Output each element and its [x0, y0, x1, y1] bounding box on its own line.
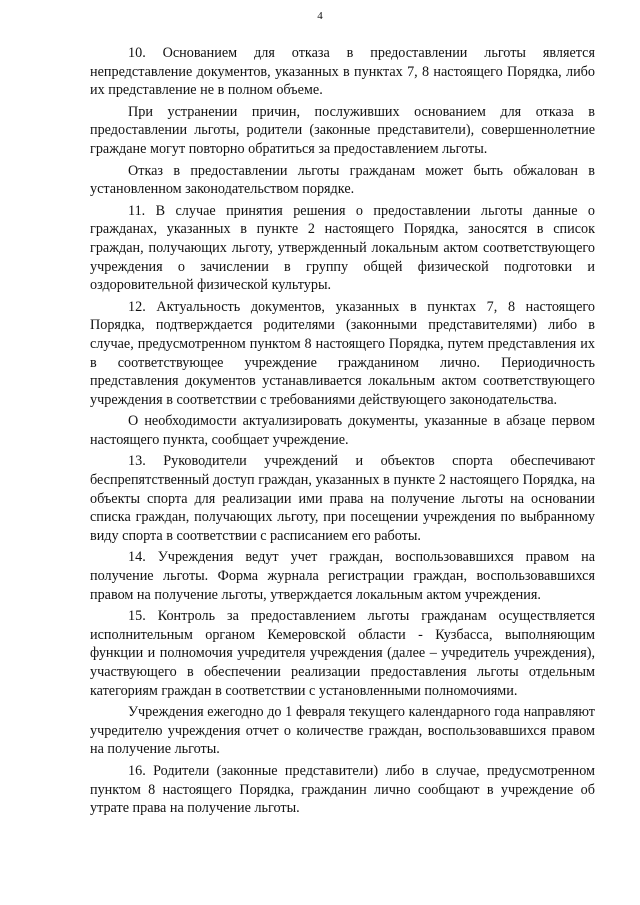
paragraph-14: 14. Учреждения ведут учет граждан, воспользовавшихся правом на получение льготы. Форма журнала регистрации граждан, воспользовавшихся правом на получение льготы, утверждается локальным актом учреждения. [90, 549, 595, 603]
paragraph-11: 11. В случае принятия решения о предоставлении льготы данные о гражданах, указанных в пункте 2 настоящего Порядка, заносятся в список граждан, получающих льготу, утвержденный локальным актом соответствующего учреждения о зачислении в группу общей физической подготовки и оздоровительной физической культуры. [90, 202, 595, 294]
paragraph-15-report: Учреждения ежегодно до 1 февраля текущего календарного года направляют учредителю учреждения отчет о количестве граждан, воспользовавшихся правом на получение льготы. [90, 704, 595, 758]
paragraph-16: 16. Родители (законные представители) либо в случае, предусмотренном пунктом 8 настоящего Порядка, гражданин лично сообщают в учреждение об утрате права на получение льготы. [90, 762, 595, 817]
paragraph-12: 12. Актуальность документов, указанных в пунктах 7, 8 настоящего Порядка, подтверждается родителями (законными представителями) либо в случае, предусмотренном пунктом 8 настоящего Порядка, путем представления их в соответствующее учреждение гражданином лично. Периодичность представления документов устанавливается локальным актом соответствующего учреждения в соответствии с требованиями действующего законодательства. [90, 298, 595, 408]
document-body [90, 44, 595, 821]
paragraph-10: 10. Основанием для отказа в предоставлении льготы является непредставление документов, указанных в пунктах 7, 8 настоящего Порядка, либо их представление не в полном объеме. [90, 45, 595, 99]
paragraph-15: 15. Контроль за предоставлением льготы гражданам осуществляется исполнительным органом Кемеровской области - Кузбасса, выполняющим функции и полномочия учредителя учреждения (далее – учредитель учреждения), участвующего в обеспечении реализации предоставления льготы отдельным категориям граждан в соответствии с установленными полномочиями. [90, 608, 595, 699]
paragraph-12-notice: О необходимости актуализировать документы, указанные в абзаце первом настоящего пункта, сообщает учреждение. [90, 413, 595, 448]
page-number: 4 [317, 10, 323, 22]
paragraph-10-resubmission: При устранении причин, послуживших основанием для отказа в предоставлении льготы, родители (законные представители), совершеннолетние граждане могут повторно обратиться за предоставлением льготы. [90, 103, 595, 157]
paragraph-13: 13. Руководители учреждений и объектов спорта обеспечивают беспрепятственный доступ граждан, указанных в пункте 2 настоящего Порядка, на объекты спорта для реализации ими права на получение льготы на основании списка граждан, получающих льготу, при посещении учреждения по выбранному виду спорта в соответствии с расписанием его работы. [90, 453, 595, 544]
paragraph-10-appeal: Отказ в предоставлении льготы гражданам может быть обжалован в установленном законодательством порядке. [90, 162, 595, 198]
